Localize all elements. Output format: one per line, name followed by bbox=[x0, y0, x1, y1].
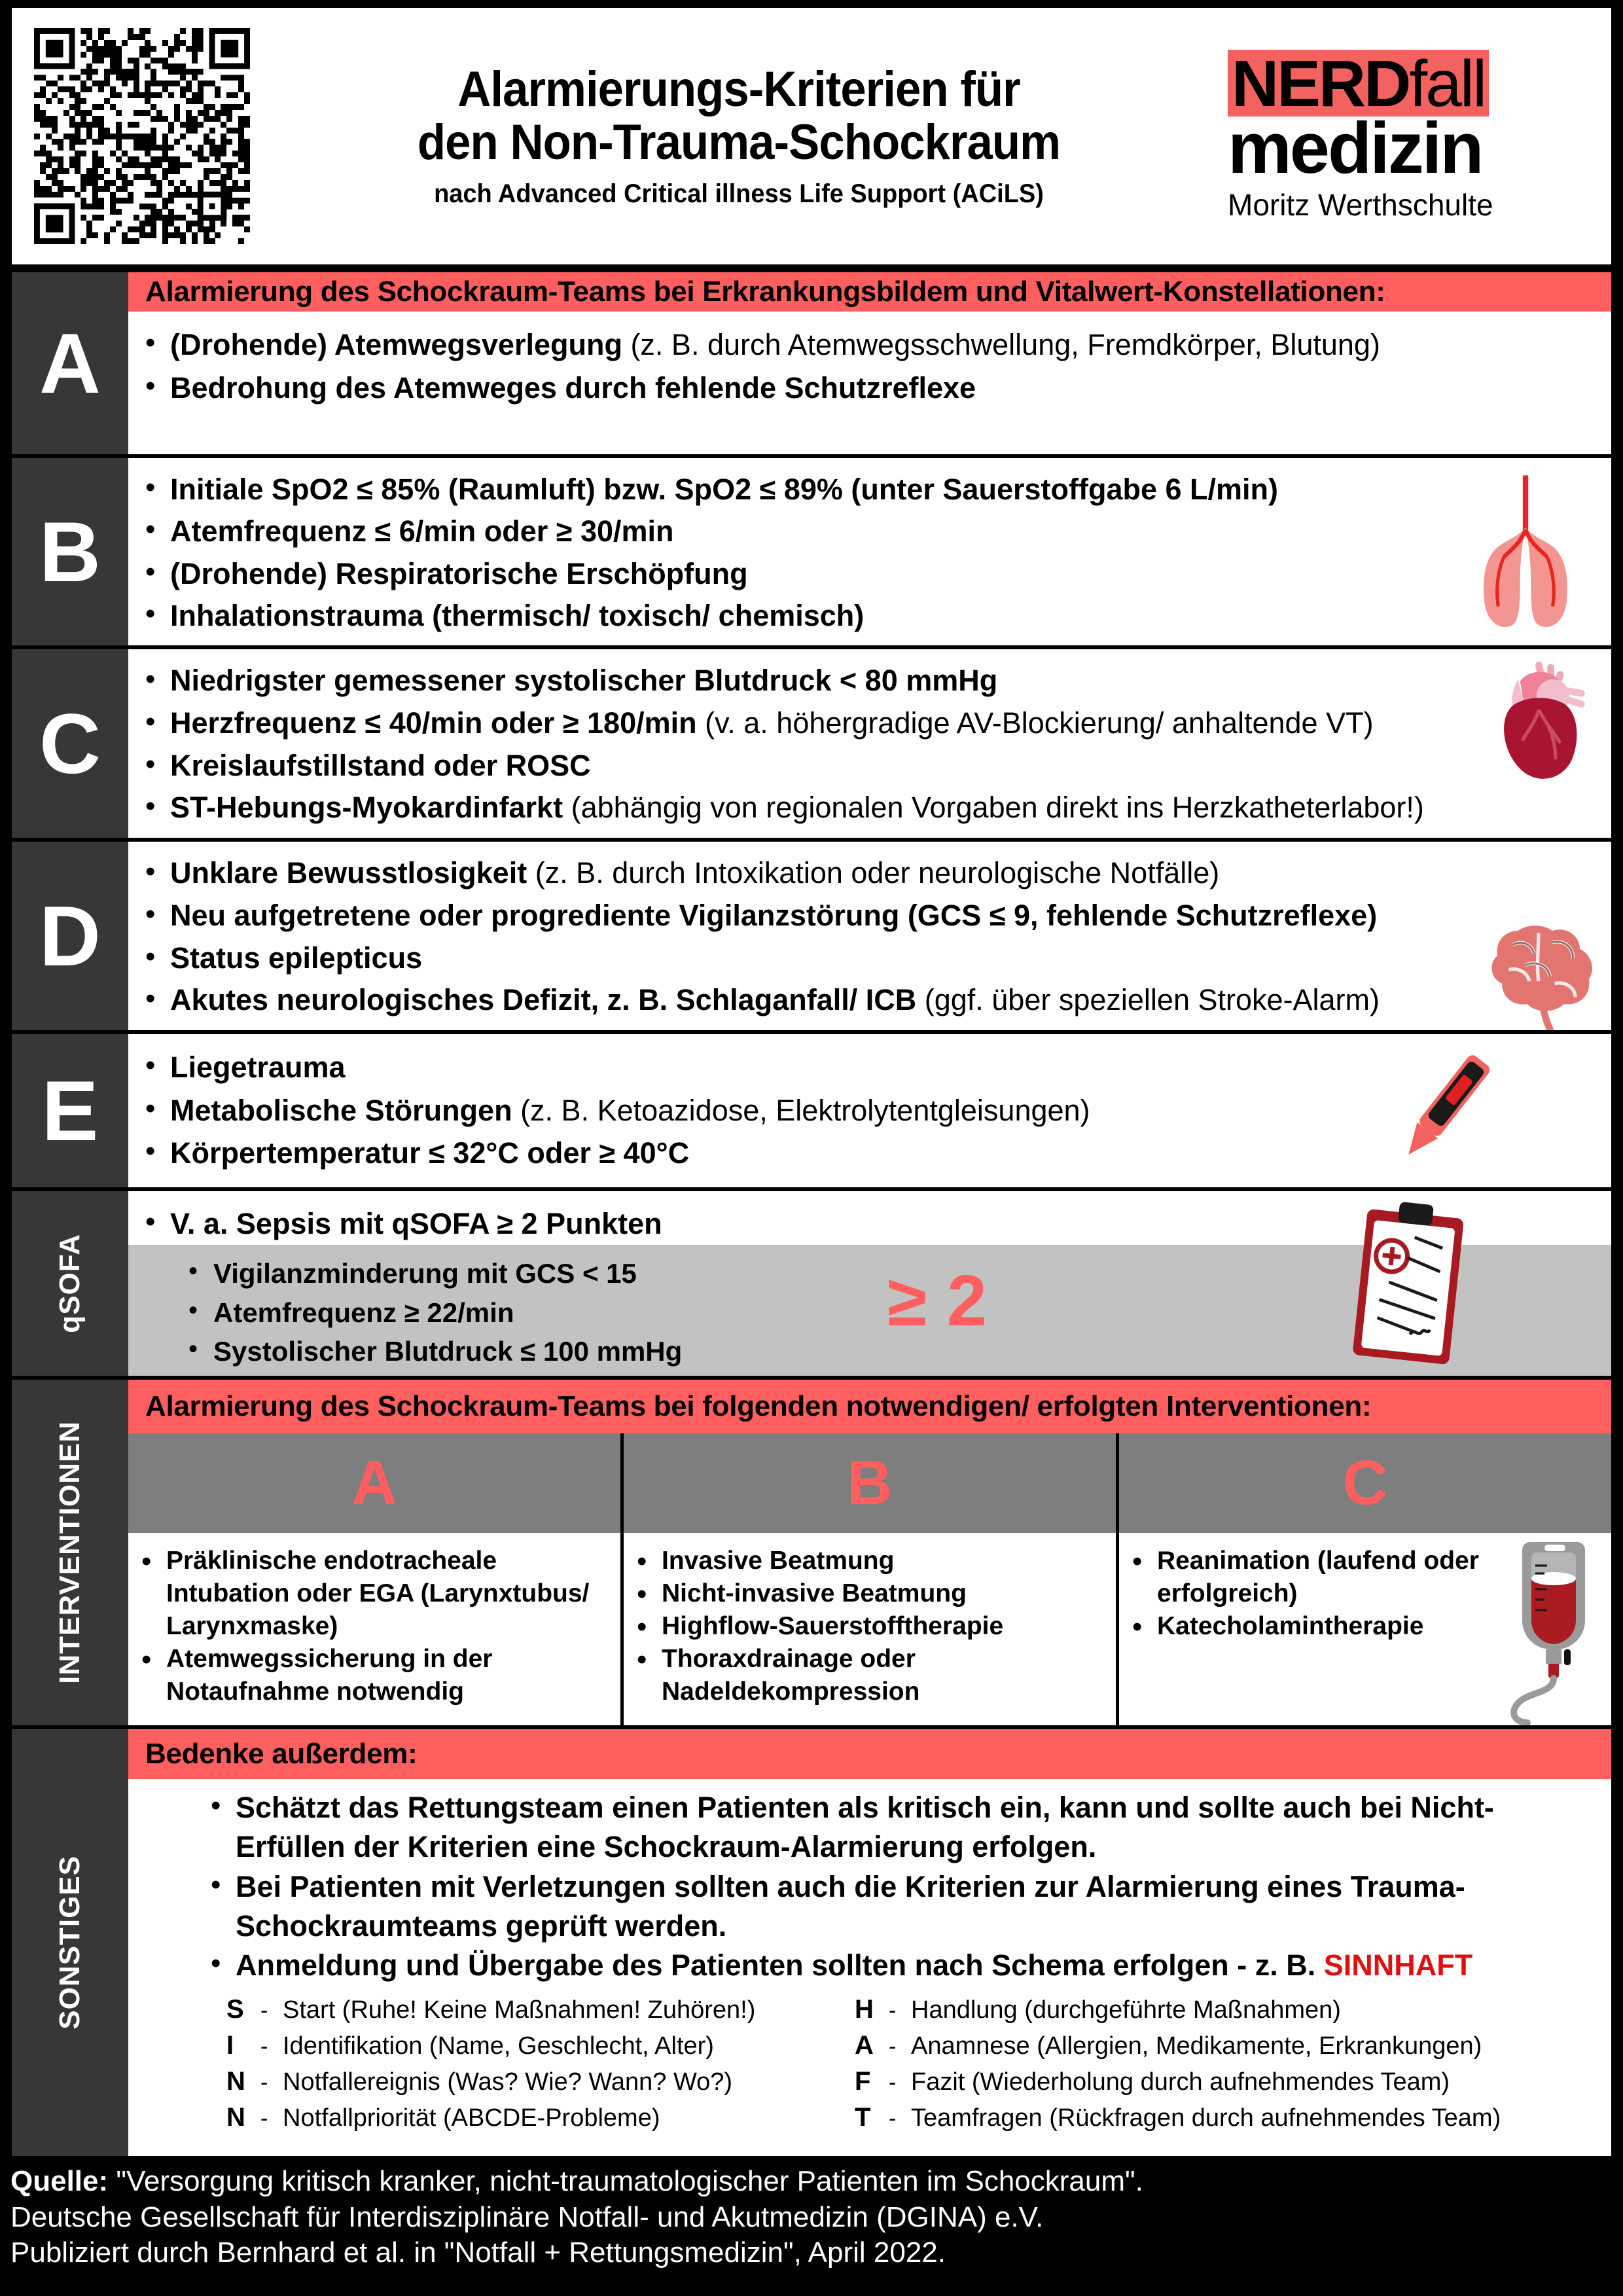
section-letter-e: E bbox=[41, 1063, 99, 1158]
item-bold: V. a. Sepsis mit qSOFA ≥ 2 Punkten bbox=[170, 1207, 662, 1240]
list-d bbox=[128, 842, 1611, 1022]
item-bold: Präklinische endotracheale Intubation oder EGA (Larynxtubus/ Larynxmaske) bbox=[166, 1547, 590, 1640]
list-item bbox=[128, 1643, 620, 1708]
sinnhaft-acronym: SINNHAFT bbox=[1323, 1948, 1473, 1982]
sinnhaft-row bbox=[855, 1992, 1501, 2028]
item-bold: Nicht-invasive Beatmung bbox=[662, 1579, 967, 1607]
section-row-c bbox=[12, 649, 1611, 838]
list-item bbox=[128, 511, 1611, 552]
blood-bag-icon bbox=[1501, 1529, 1606, 1725]
source-line-3: Publiziert durch Bernhard et al. in "Notfall + Rettungsmedizin", April 2022. bbox=[10, 2236, 946, 2269]
source-line-2: Deutsche Gesellschaft für Interdisziplinäre Notfall- und Akutmedizin (DGINA) e.V. bbox=[10, 2200, 1044, 2233]
item-bold: Schätzt das Rettungsteam einen Patienten als kritisch ein, kann und sollte auch bei Nicht-Erfüllen der Kriterien eine Schockraum-Alarmierung erfolgen. bbox=[236, 1791, 1494, 1864]
source-label: Quelle: bbox=[10, 2165, 109, 2197]
section-label-interventions: INTERVENTIONEN bbox=[54, 1421, 86, 1684]
sinnhaft-row bbox=[226, 2028, 855, 2064]
item-bold: Highflow-Sauerstofftherapie bbox=[662, 1611, 1004, 1640]
page-title-line1: Alarmierungs-Kriterien für bbox=[457, 61, 1020, 117]
list-item bbox=[194, 1946, 1585, 1985]
intervention-body-b bbox=[624, 1533, 1116, 1725]
list-item bbox=[128, 745, 1611, 787]
item-bold: Liegetrauma bbox=[170, 1050, 346, 1084]
sinnhaft-column-right bbox=[855, 1992, 1501, 2135]
list-b bbox=[128, 458, 1611, 637]
brand-nerdfall bbox=[1228, 47, 1489, 120]
section-content-d bbox=[128, 842, 1611, 1030]
list-item bbox=[194, 1867, 1585, 1946]
section-tag-d bbox=[12, 842, 128, 1030]
list-item bbox=[128, 895, 1611, 937]
item-bold: Unklare Bewusstlosigkeit bbox=[170, 856, 527, 889]
sinnhaft-dash: - bbox=[260, 2106, 268, 2131]
sinnhaft-key: H bbox=[855, 1995, 874, 2024]
item-bold: Systolischer Blutdruck ≤ 100 mmHg bbox=[213, 1336, 683, 1367]
page-title-line2: den Non-Trauma-Schockraum bbox=[417, 114, 1061, 170]
list-item bbox=[624, 1577, 1116, 1610]
source-line-1 bbox=[10, 2164, 1613, 2200]
sinnhaft-key: T bbox=[855, 2102, 871, 2132]
sinnhaft-row bbox=[226, 1992, 855, 2028]
brand-nerd-text: NERD bbox=[1232, 47, 1410, 120]
lungs-icon bbox=[1457, 470, 1594, 634]
item-rest: (z. B. durch Atemwegsschwellung, Fremdkörper, Blutung) bbox=[622, 328, 1380, 361]
list-item bbox=[128, 787, 1611, 829]
item-bold: Niedrigster gemessener systolischer Blutdruck < 80 mmHg bbox=[170, 664, 998, 697]
section-row-interventions bbox=[12, 1380, 1611, 1725]
source-title: "Versorgung kritisch kranker, nicht-traumatologischer Patienten im Schockraum". bbox=[108, 2165, 1143, 2197]
item-bold: Neu aufgetretene oder progrediente Vigilanzstörung (GCS ≤ 9, fehlende Schutzreflexe) bbox=[170, 898, 1378, 932]
item-bold: (Drohende) Atemwegsverlegung bbox=[170, 328, 622, 361]
section-row-b bbox=[12, 458, 1611, 645]
list-item bbox=[624, 1643, 1116, 1708]
list-item bbox=[128, 367, 1611, 410]
section-content-other bbox=[128, 1729, 1611, 2156]
section-tag-c bbox=[12, 649, 128, 838]
section-row-d bbox=[12, 842, 1611, 1030]
section-tag-b bbox=[12, 458, 128, 645]
item-rest: (ggf. über speziellen Stroke-Alarm) bbox=[916, 983, 1380, 1017]
intervention-column-c bbox=[1119, 1433, 1611, 1725]
item-bold: Katecholamintherapie bbox=[1157, 1611, 1424, 1640]
section-letter-d: D bbox=[39, 888, 101, 984]
banner-other: Bedenke außerdem: bbox=[128, 1729, 1611, 1779]
qsofa-threshold-badge: ≥ 2 bbox=[887, 1261, 988, 1341]
item-bold: Bedrohung des Atemweges durch fehlende Schutzreflexe bbox=[170, 370, 976, 404]
intervention-head-a: A bbox=[128, 1433, 620, 1533]
intervention-head-c: C bbox=[1119, 1433, 1611, 1533]
item-bold: Atemfrequenz ≥ 22/min bbox=[213, 1297, 514, 1328]
poster-header bbox=[12, 8, 1611, 264]
list-item bbox=[128, 323, 1611, 367]
section-content-interventions bbox=[128, 1380, 1611, 1725]
item-bold: (Drohende) Respiratorische Erschöpfung bbox=[170, 556, 748, 590]
section-tag-a bbox=[12, 272, 128, 454]
list-item bbox=[128, 702, 1611, 745]
sinnhaft-key: S bbox=[226, 1995, 244, 2024]
section-label-qsofa: qSOFA bbox=[54, 1234, 86, 1333]
sinnhaft-row bbox=[226, 2064, 855, 2100]
list-a bbox=[128, 312, 1611, 409]
sinnhaft-row bbox=[855, 2064, 1501, 2100]
list-other bbox=[128, 1779, 1611, 1985]
item-rest: (abhängig von regionalen Vorgaben direkt ins Herzkatheterlabor!) bbox=[563, 791, 1424, 825]
sinnhaft-dash: - bbox=[260, 2034, 268, 2060]
heart-icon bbox=[1478, 657, 1596, 795]
list-item bbox=[128, 660, 1611, 702]
list-item bbox=[194, 1788, 1585, 1867]
list-item bbox=[128, 595, 1611, 637]
item-bold: Anmeldung und Übergabe des Patienten sollten nach Schema erfolgen - z. B. bbox=[236, 1948, 1324, 1982]
title-block bbox=[250, 63, 1228, 209]
sinnhaft-dash: - bbox=[260, 2070, 268, 2095]
sinnhaft-dash: - bbox=[260, 1998, 268, 2024]
list-intervention-b bbox=[624, 1545, 1116, 1708]
list-item bbox=[128, 937, 1611, 980]
item-bold: Reanimation (laufend oder erfolgreich) bbox=[1157, 1547, 1479, 1607]
brand-medizin-text: medizin bbox=[1228, 108, 1482, 188]
sinnhaft-value: Notfallereignis (Was? Wie? Wann? Wo?) bbox=[283, 2068, 733, 2096]
item-bold: Atemwegssicherung in der Notaufnahme notwendig bbox=[166, 1644, 493, 1706]
section-row-a bbox=[12, 272, 1611, 454]
section-content-b bbox=[128, 458, 1611, 645]
item-rest: (v. a. höhergradige AV-Blockierung/ anhaltende VT) bbox=[696, 706, 1374, 740]
item-bold: Bei Patienten mit Verletzungen sollten auch die Kriterien zur Alarmierung eines Trauma-Schockraumteams geprüft werden. bbox=[236, 1869, 1465, 1943]
item-bold: Kreislaufstillstand oder ROSC bbox=[170, 748, 591, 782]
list-item bbox=[128, 1545, 620, 1643]
qr-code-icon[interactable] bbox=[34, 28, 250, 244]
sinnhaft-value: Identifikation (Name, Geschlecht, Alter) bbox=[283, 2032, 714, 2060]
sinnhaft-value: Teamfragen (Rückfragen durch aufnehmendes Team) bbox=[911, 2104, 1501, 2132]
list-item bbox=[128, 469, 1611, 511]
section-letter-c: C bbox=[39, 696, 101, 791]
sinnhaft-value: Start (Ruhe! Keine Maßnahmen! Zuhören!) bbox=[283, 1996, 756, 2024]
item-bold: ST-Hebungs-Myokardinfarkt bbox=[170, 791, 563, 825]
item-bold: Metabolische Störungen bbox=[170, 1093, 512, 1127]
intervention-body-a bbox=[128, 1533, 620, 1725]
banner-vitals: Alarmierung des Schockraum-Teams bei Erkrankungsbildem und Vitalwert-Konstellationen: bbox=[128, 272, 1611, 312]
item-rest: (z. B. durch Intoxikation oder neurologische Notfälle) bbox=[527, 856, 1220, 889]
sinnhaft-dash: - bbox=[889, 2070, 897, 2095]
section-letter-b: B bbox=[39, 504, 101, 600]
intervention-column-a bbox=[128, 1433, 624, 1725]
criteria-table bbox=[12, 272, 1611, 2156]
list-item bbox=[128, 553, 1611, 595]
sinnhaft-value: Notfallpriorität (ABCDE-Probleme) bbox=[283, 2104, 660, 2132]
section-tag-other bbox=[12, 1729, 128, 2156]
item-bold: Vigilanzminderung mit GCS < 15 bbox=[213, 1258, 637, 1289]
page-subtitle: nach Advanced Critical illness Life Support (ACiLS) bbox=[434, 179, 1044, 209]
item-bold: Thoraxdrainage oder Nadeldekompression bbox=[662, 1644, 920, 1706]
section-tag-interventions bbox=[12, 1380, 128, 1725]
item-bold: Herzfrequenz ≤ 40/min oder ≥ 180/min bbox=[170, 706, 697, 740]
source-footer bbox=[0, 2160, 1623, 2296]
list-item bbox=[128, 852, 1611, 895]
sinnhaft-value: Handlung (durchgeführte Maßnahmen) bbox=[911, 1996, 1341, 2024]
brand-fall-text: fall bbox=[1409, 47, 1486, 120]
list-item bbox=[624, 1545, 1116, 1577]
item-bold: Inhalationstrauma (thermisch/ toxisch/ chemisch) bbox=[170, 599, 865, 633]
section-row-other bbox=[12, 1729, 1611, 2156]
brand-author-text: Moritz Werthschulte bbox=[1228, 188, 1493, 222]
section-tag-qsofa bbox=[12, 1191, 128, 1376]
interventions-grid bbox=[128, 1433, 1611, 1725]
brand-logo bbox=[1228, 47, 1611, 223]
sinnhaft-dash: - bbox=[889, 2106, 897, 2131]
sinnhaft-row bbox=[855, 2028, 1501, 2064]
sinnhaft-column-left bbox=[226, 1992, 855, 2135]
sinnhaft-key: I bbox=[226, 2031, 234, 2060]
sinnhaft-dash: - bbox=[889, 2034, 897, 2060]
intervention-column-b bbox=[624, 1433, 1119, 1725]
sinnhaft-value: Anamnese (Allergien, Medikamente, Erkrankungen) bbox=[911, 2032, 1482, 2060]
sinnhaft-row bbox=[855, 2100, 1501, 2136]
sinnhaft-table bbox=[128, 1992, 1611, 2135]
brain-icon bbox=[1484, 910, 1598, 1030]
section-content-e bbox=[128, 1034, 1611, 1187]
item-bold: Atemfrequenz ≤ 6/min oder ≥ 30/min bbox=[170, 514, 674, 548]
item-bold: Initiale SpO2 ≤ 85% (Raumluft) bzw. SpO2 ≤ 89% (unter Sauerstoffgabe 6 L/min) bbox=[170, 473, 1278, 506]
section-label-other: SONSTIGES bbox=[54, 1856, 86, 2030]
intervention-head-b: B bbox=[624, 1433, 1116, 1533]
sinnhaft-row bbox=[226, 2100, 855, 2136]
list-item bbox=[128, 979, 1611, 1022]
sinnhaft-value: Fazit (Wiederholung durch aufnehmendes Team) bbox=[911, 2068, 1450, 2096]
thermometer-icon bbox=[1376, 1043, 1513, 1174]
item-bold: Akutes neurologisches Defizit, z. B. Schlaganfall/ ICB bbox=[170, 983, 917, 1017]
list-intervention-a bbox=[128, 1545, 620, 1708]
sinnhaft-dash: - bbox=[889, 1998, 897, 2024]
section-content-c bbox=[128, 649, 1611, 838]
sinnhaft-key: F bbox=[855, 2066, 871, 2096]
item-bold: Invasive Beatmung bbox=[662, 1547, 895, 1575]
section-row-e bbox=[12, 1034, 1611, 1187]
sinnhaft-key: N bbox=[226, 2102, 245, 2132]
list-c bbox=[128, 649, 1611, 829]
item-bold: Körpertemperatur ≤ 32°C oder ≥ 40°C bbox=[170, 1136, 690, 1170]
item-bold: Status epilepticus bbox=[170, 941, 423, 975]
list-item bbox=[624, 1610, 1116, 1643]
clipboard-icon bbox=[1336, 1198, 1480, 1374]
banner-interventions: Alarmierung des Schockraum-Teams bei folgenden notwendigen/ erfolgten Interventionen: bbox=[128, 1380, 1611, 1433]
sinnhaft-key: N bbox=[226, 2066, 245, 2096]
section-content-a bbox=[128, 272, 1611, 454]
section-row-qsofa bbox=[12, 1191, 1611, 1376]
item-rest: (z. B. Ketoazidose, Elektrolytentgleisungen) bbox=[512, 1093, 1090, 1127]
section-content-qsofa bbox=[128, 1191, 1611, 1376]
section-tag-e bbox=[12, 1034, 128, 1187]
section-letter-a: A bbox=[39, 315, 101, 411]
sinnhaft-key: A bbox=[855, 2031, 874, 2060]
